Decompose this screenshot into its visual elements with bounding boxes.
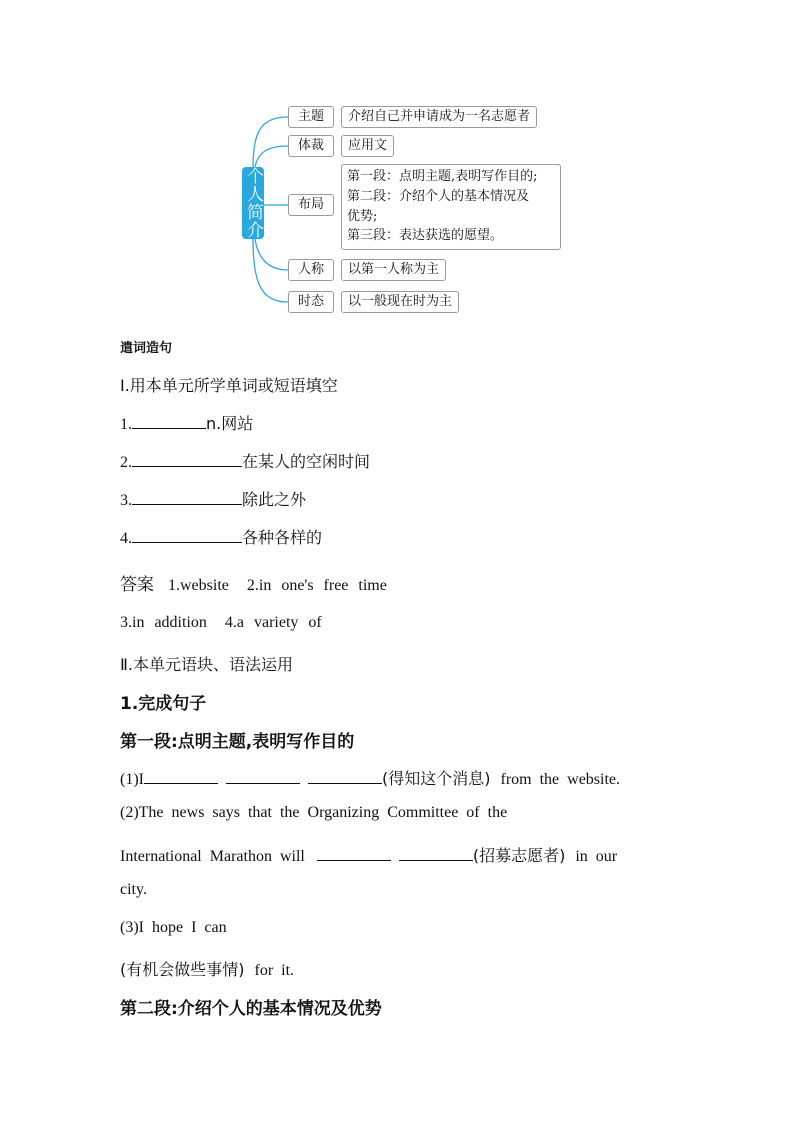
item-number: 3. <box>120 492 132 509</box>
item-number: 1. <box>120 416 132 433</box>
sentence-hint: (招募志愿者) <box>472 846 566 865</box>
part2-heading: Ⅱ.本单元语块、语法运用 <box>120 655 293 674</box>
sentence-prefix: International Marathon will <box>120 848 305 865</box>
answer-text: 3.in <box>120 614 145 631</box>
item-hint: 各种各样的 <box>242 528 323 547</box>
sentence-3-line-2 <box>120 957 294 980</box>
answer-blank <box>144 769 218 784</box>
layout-line: 第三段：表达获选的愿望。 <box>347 228 504 243</box>
layout-line: 优势; <box>347 209 378 224</box>
answer-blank <box>317 846 391 861</box>
item-number: 4. <box>120 530 132 547</box>
answer-blank <box>132 452 242 467</box>
section-title: 遣词造句 <box>120 341 173 356</box>
mind-map <box>0 0 794 330</box>
item-hint: 在某人的空闲时间 <box>242 452 371 471</box>
answer-blank <box>226 769 300 784</box>
sentence-3-line-1: (3)I hope I can <box>120 919 227 936</box>
sentence-2-line-1: (2)The news says that the Organizing Committee of the <box>120 804 508 821</box>
paragraph-2-title: 第二段:介绍个人的基本情况及优势 <box>120 999 382 1019</box>
answer-text: one's <box>281 577 314 594</box>
branch-label-layout: 布局 <box>288 194 334 216</box>
branch-label-tense: 时态 <box>288 291 334 313</box>
answer-text: time <box>358 577 387 594</box>
answer-line-1 <box>120 570 387 595</box>
layout-line: 第一段：点明主题,表明写作目的; <box>347 169 538 184</box>
fill-item-4 <box>120 525 322 548</box>
answer-text: free <box>323 577 349 594</box>
answer-blank <box>132 528 242 543</box>
fill-item-3 <box>120 487 306 510</box>
sub-heading: 1.完成句子 <box>120 694 207 714</box>
fill-item-2 <box>120 449 370 472</box>
sentence-hint: (得知这个消息) <box>381 769 491 788</box>
sentence-suffix: from the website. <box>500 771 621 788</box>
answer-blank <box>132 490 242 505</box>
layout-line: 第二段：介绍个人的基本情况及 <box>347 189 530 204</box>
branch-label-person: 人称 <box>288 259 334 281</box>
branch-desc-theme: 介绍自己并申请成为一名志愿者 <box>341 106 537 128</box>
sentence-1 <box>120 766 620 789</box>
branch-desc-genre: 应用文 <box>341 135 394 157</box>
mind-map-root: 个人简介 <box>243 167 263 239</box>
item-number: 2. <box>120 454 132 471</box>
branch-label-genre: 体裁 <box>288 135 334 157</box>
answer-line-2 <box>120 614 322 632</box>
item-hint: n.网站 <box>206 414 254 433</box>
answer-text: of <box>308 614 322 631</box>
paragraph-1-title: 第一段:点明主题,表明写作目的 <box>120 732 355 752</box>
branch-label-theme: 主题 <box>288 106 334 128</box>
answer-text: 2.in <box>246 577 272 594</box>
answer-blank <box>308 769 382 784</box>
sentence-prefix: (1)I <box>120 771 144 788</box>
sentence-2-line-3: city. <box>120 881 147 898</box>
sentence-hint: (有机会做些事情) <box>120 960 245 979</box>
branch-desc-person: 以第一人称为主 <box>341 259 446 281</box>
sentence-2-line-2 <box>120 843 617 866</box>
branch-desc-tense: 以一般现在时为主 <box>341 291 459 313</box>
answer-text: 4.a <box>224 614 244 631</box>
sentence-suffix: in our <box>575 848 618 865</box>
item-hint: 除此之外 <box>242 490 307 509</box>
answer-text: addition <box>154 614 207 631</box>
answer-blank <box>399 846 473 861</box>
answer-text: 1.website <box>168 577 229 594</box>
answer-text: variety <box>254 614 299 631</box>
fill-item-1 <box>120 411 253 434</box>
answer-blank <box>132 414 206 429</box>
branch-desc-layout <box>341 164 561 250</box>
answer-label: 答案 <box>120 575 154 595</box>
part1-heading: Ⅰ.用本单元所学单词或短语填空 <box>120 376 338 395</box>
sentence-suffix: for it. <box>254 962 295 979</box>
